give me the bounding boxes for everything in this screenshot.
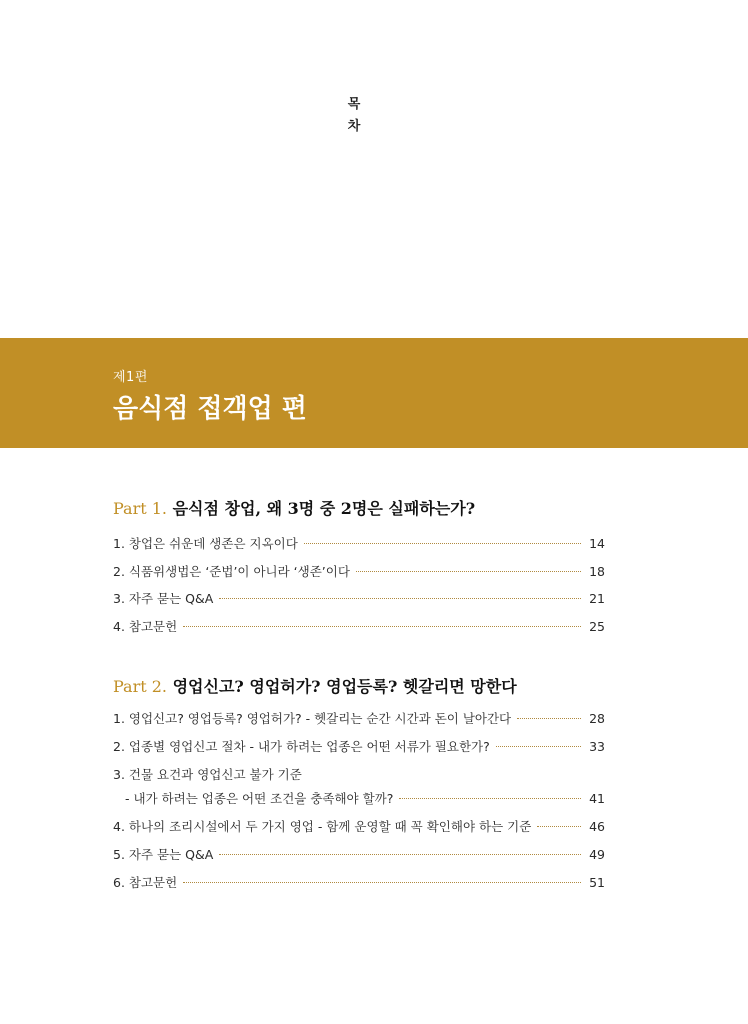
toc-entry-page: 41 bbox=[589, 791, 605, 806]
toc-entry-page: 46 bbox=[589, 819, 605, 834]
toc-entry-page: 51 bbox=[589, 875, 605, 890]
toc-entry[interactable] bbox=[113, 845, 605, 865]
toc-entry[interactable] bbox=[125, 789, 605, 809]
part-2-heading bbox=[113, 674, 517, 697]
toc-entry-heading[interactable]: 3. 건물 요건과 영업신고 불가 기준 bbox=[113, 767, 302, 782]
toc-entry-page: 25 bbox=[589, 619, 605, 634]
dot-leader bbox=[399, 798, 581, 799]
toc-entry-page: 49 bbox=[589, 847, 605, 862]
toc-title bbox=[344, 94, 364, 138]
toc-entry-label: 5. 자주 묻는 Q&A bbox=[113, 847, 214, 862]
dot-leader bbox=[537, 826, 581, 827]
dot-leader bbox=[517, 718, 581, 719]
part-1-heading bbox=[113, 496, 475, 519]
toc-entry[interactable] bbox=[113, 617, 605, 637]
dot-leader bbox=[183, 882, 581, 883]
toc-title-line2: 차 bbox=[347, 119, 361, 134]
banner-title: 음식점 접객업 편 bbox=[113, 394, 307, 424]
toc-entry-page: 14 bbox=[589, 536, 605, 551]
banner-subtitle: 제1편 bbox=[113, 370, 148, 385]
toc-entry-label: 4. 참고문헌 bbox=[113, 619, 178, 634]
toc-entry-page: 18 bbox=[589, 564, 605, 579]
dot-leader bbox=[219, 854, 581, 855]
toc-entry-label: 6. 참고문헌 bbox=[113, 875, 178, 890]
part-title: 영업신고? 영업허가? 영업등록? 헷갈리면 망한다 bbox=[172, 677, 517, 696]
dot-leader bbox=[304, 543, 581, 544]
toc-entry-label: 2. 식품위생법은 ‘준법’이 아니라 ‘생존’이다 bbox=[113, 564, 350, 579]
part-number: Part 2. bbox=[113, 677, 168, 696]
toc-entry[interactable] bbox=[113, 817, 605, 837]
toc-entry-label: 2. 업종별 영업신고 절차 - 내가 하려는 업종은 어떤 서류가 필요한가? bbox=[113, 739, 490, 754]
toc-entry[interactable] bbox=[113, 562, 605, 582]
toc-entry-label: - 내가 하려는 업종은 어떤 조건을 충족해야 할까? bbox=[125, 791, 394, 806]
toc-entry-label: 3. 자주 묻는 Q&A bbox=[113, 591, 214, 606]
toc-title-line1: 목 bbox=[347, 97, 361, 112]
part-number: Part 1. bbox=[113, 499, 168, 518]
toc-entry[interactable] bbox=[113, 737, 605, 757]
toc-entry[interactable] bbox=[113, 709, 605, 729]
dot-leader bbox=[356, 571, 581, 572]
section-banner bbox=[0, 338, 748, 448]
toc-entry[interactable] bbox=[113, 589, 605, 609]
toc-entry-page: 33 bbox=[589, 739, 605, 754]
dot-leader bbox=[496, 746, 581, 747]
dot-leader bbox=[219, 598, 581, 599]
toc-entry[interactable] bbox=[113, 873, 605, 893]
toc-entry[interactable] bbox=[113, 534, 605, 554]
part-title: 음식점 창업, 왜 3명 중 2명은 실패하는가? bbox=[172, 499, 476, 518]
toc-entry-page: 28 bbox=[589, 711, 605, 726]
toc-entry-page: 21 bbox=[589, 591, 605, 606]
toc-entry-label: 1. 창업은 쉬운데 생존은 지옥이다 bbox=[113, 536, 298, 551]
toc-entry-label: 4. 하나의 조리시설에서 두 가지 영업 - 함께 운영할 때 꼭 확인해야 하는 기준 bbox=[113, 819, 532, 834]
toc-entry-label: 1. 영업신고? 영업등록? 영업허가? - 헷갈리는 순간 시간과 돈이 날아간다 bbox=[113, 711, 512, 726]
dot-leader bbox=[183, 626, 581, 627]
